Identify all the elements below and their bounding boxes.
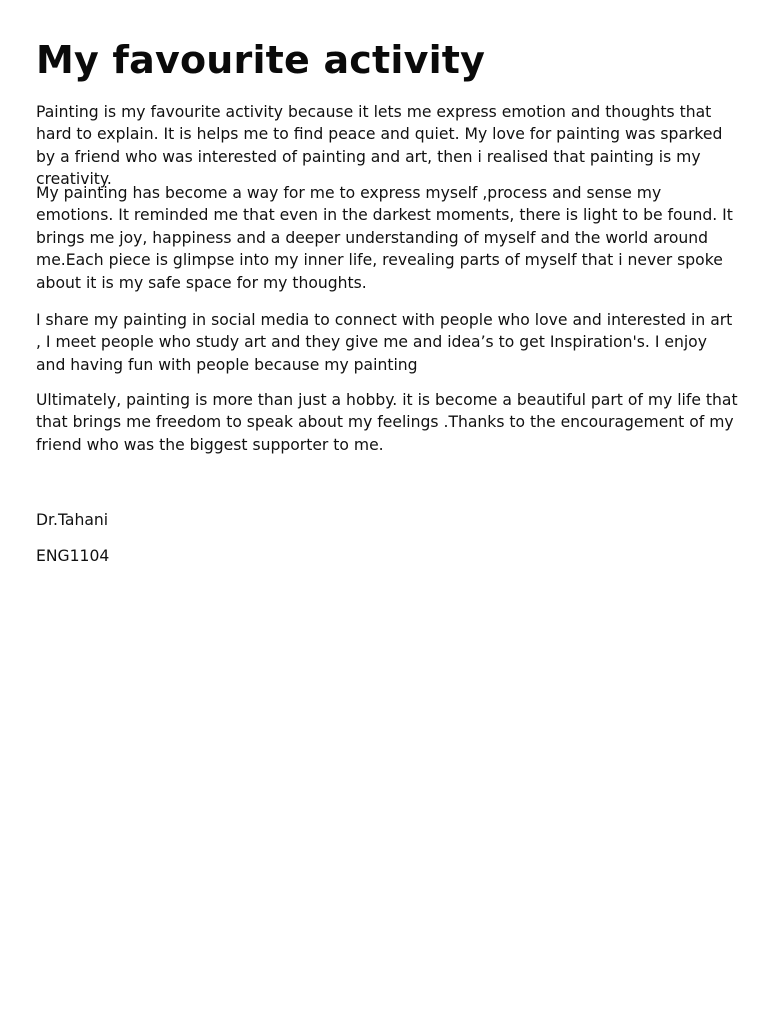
document-title: My favourite activity [36, 38, 486, 82]
paragraph-4: Ultimately, painting is more than just a hobby. it is become a beautiful part of my life that that brings me freedom to speak about my feelings .Thanks to the encouragement of my friend who was the biggest supporter to me. [36, 391, 738, 454]
paragraph-3: I share my painting in social media to connect with people who love and interested in art , I meet people who study art and they give me and idea’s to get Inspiration's. I enjoy and having fun with people because my painting [36, 311, 733, 374]
paragraph-1: Painting is my favourite activity because it lets me express emotion and thoughts that hard to explain. It is helps me to find peace and quiet. My love for painting was sparked by a friend who was interested of painting and art, then i realised that painting is my creativity. [36, 103, 723, 189]
instructor-name: Dr.Tahani [36, 511, 109, 529]
paragraph-2: My painting has become a way for me to express myself ,process and sense my emotions. It reminded me that even in the darkest moments, there is light to be found. It brings me joy, happiness and a deeper understanding of myself and the world around me.Each piece is glimpse into my inner life, revealing parts of myself that i never spoke about it is my safe space for my thoughts. [36, 184, 733, 292]
document-page [36, 36, 738, 565]
course-code: ENG1104 [36, 547, 110, 565]
